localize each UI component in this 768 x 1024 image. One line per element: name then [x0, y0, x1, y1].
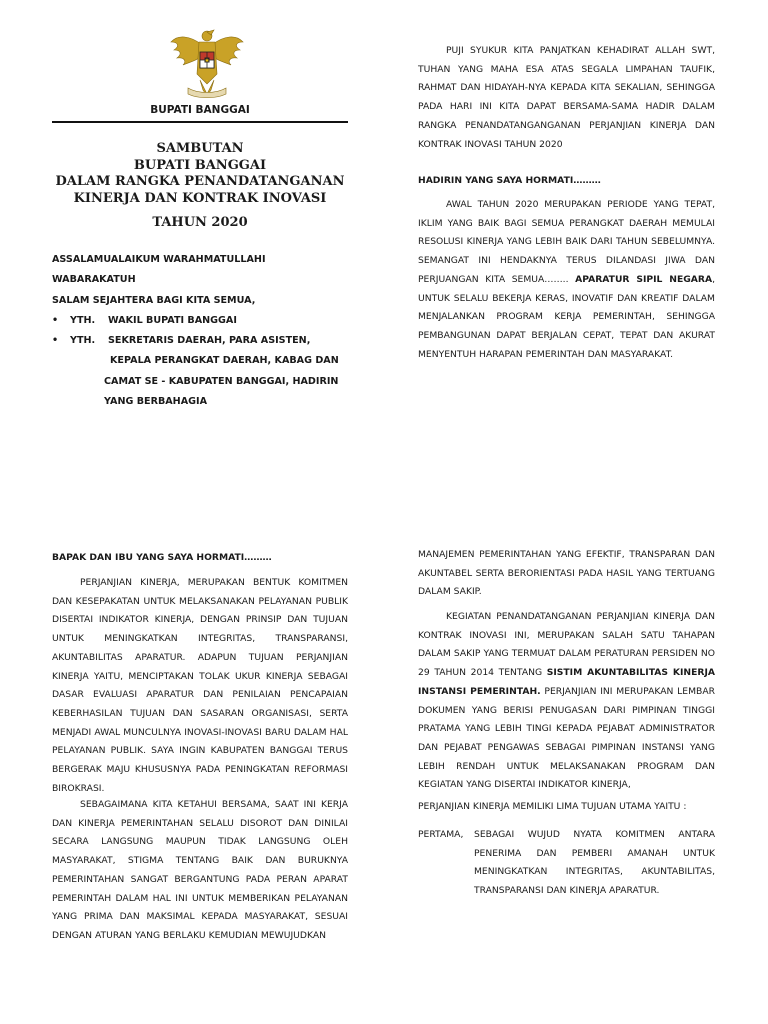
- greeting-line-1: ASSALAMUALAIKUM WARAHMATULLAHI: [52, 254, 266, 265]
- title-line-4: KINERJA DAN KONTRAK INOVASI: [73, 190, 327, 206]
- bullet-icon: •: [52, 314, 59, 326]
- yth-continuation-3: YANG BERBAHAGIA: [104, 396, 208, 408]
- greetings-block: [52, 250, 352, 412]
- garuda-emblem-icon: [168, 28, 246, 102]
- paragraph-manajemen: MANAJEMEN PEMERINTAHAN YANG EFEKTIF, TRANSPARAN DAN AKUNTABEL SERTA BERORIENTASI PADA HASIL YANG TERTUANG DALAM SAKIP.: [418, 549, 715, 598]
- title-line-1: SAMBUTAN: [156, 141, 244, 156]
- section-heading-hadirin: HADIRIN YANG SAYA HORMATI………: [418, 175, 601, 186]
- paragraph-kegiatan: [418, 608, 715, 795]
- paragraph-text: PERJANJIAN KINERJA, MERUPAKAN BENTUK KOMITMEN DAN KESEPAKATAN UNTUK MELAKSANAKAN PELAYANAN PUBLIK DISERTAI INDIKATOR KINERJA, DENGAN PRINSIP DAN TUJUAN UNTUK MENINGKATKAN INTEGRITAS, TRANSPARANSI, AKUNTABILITAS APARATUR. ADAPUN TUJUAN PERJANJIAN KINERJA YAITU, MENCIPTAKAN TOLAK UKUR KINERJA SEBAGAI DASAR EVALUASI APARATUR DAN PENILAIAN PENCAPAIAN KEBERHASILAN TUJUAN DAN SASARAN ORGANISASI, SERTA MENJADI AWAL MUNCULNYA INOVASI-INOVASI BARU DALAM HAL PELAYANAN PUBLIK. SAYA INGIN KABUPATEN BANGGAI TERUS BERGERAK MAJU KHUSUSNYA PADA PENINGKATAN REFORMASI BIROKRASI.: [52, 577, 348, 794]
- paragraph-lima-tujuan: PERJANJIAN KINERJA MEMILIKI LIMA TUJUAN UTAMA YAITU :: [418, 801, 687, 812]
- section-heading-bapak-ibu: BAPAK DAN IBU YANG SAYA HORMATI………: [52, 552, 272, 563]
- greeting-line-3: SALAM SEJAHTERA BAGI KITA SEMUA,: [52, 294, 256, 306]
- yth-continuation-1: KEPALA PERANGKAT DAERAH, KABAG DAN: [110, 355, 339, 367]
- title-line-3: DALAM RANGKA PENANDATANGANAN: [55, 174, 345, 189]
- objectives-list: [418, 826, 715, 901]
- opening-text: PUJI SYUKUR KITA PANJATKAN KEHADIRAT ALLAH SWT, TUHAN YANG MAHA ESA ATAS SEGALA LIMPAHAN TAUFIK, RAHMAT DAN HIDAYAH-NYA KEPADA KITA SEKALIAN, SEHINGGA PADA HARI INI KITA DAPAT BERSAMA-SAMA HADIR DALAM RANGKA PENANDATANGANGANAN PERJANJIAN KINERJA DAN KONTRAK INOVASI TAHUN 2020: [418, 45, 715, 150]
- title-line-2: BUPATI BANGGAI: [133, 157, 267, 173]
- paragraph-perjanjian-kinerja: [52, 574, 348, 798]
- paragraph-text: SEBAGAIMANA KITA KETAHUI BERSAMA, SAAT INI KERJA DAN KINERJA PEMERINTAHAN SELALU DISOROT DAN DINILAI SECARA LANGSUNG MAUPUN TIDAK LANGSUNG OLEH MASYARAKAT, STIGMA TENTANG BAIK DAN BURUKNYA PEMERINTAHAN SANGAT BERGANTUNG PADA PERAN APARAT PEMERINTAH DALAM HAL INI UNTUK MEMBERIKAN PELAYANAN YANG PRIMA DAN MAKSIMAL KEPADA MASYARAKAT, SESUAI DENGAN ATURAN YANG BERLAKU KEMUDIAN MEWUJUDKAN: [52, 799, 348, 941]
- yth-text: WAKIL BUPATI BANGGAI: [108, 314, 237, 326]
- list-item: [418, 826, 715, 901]
- paragraph-sebagaimana: [52, 796, 348, 946]
- paragraph-awal-tahun: [418, 196, 715, 364]
- yth-text: SEKRETARIS DAERAH, PARA ASISTEN,: [108, 335, 311, 347]
- organization-name: BUPATI BANGGAI: [150, 104, 250, 116]
- paragraph-text: , UNTUK SELALU BEKERJA KERAS, INOVATIF DAN KREATIF DALAM MENJALANKAN PROGRAM KERJA PEMERINTAH, SEHINGGA PEMBANGUNAN DAPAT BERJALAN CEPAT, TEPAT DAN AKURAT MENYENTUH HARAPAN PEMERINTAH DAN MASYARAKAT.: [418, 273, 715, 360]
- document-title: [52, 141, 348, 232]
- paragraph-text: KEGIATAN PENANDATANGANAN PERJANJIAN KINERJA DAN KONTRAK INOVASI INI, MERUPAKAN SALAH SATU TAHAPAN DALAM SAKIP YANG TERMUAT DALAM PERATURAN PERSIDEN NO 29 TAHUN 2014 TENTANG: [418, 611, 715, 679]
- greeting-yth-2: [52, 331, 352, 351]
- yth-label: YTH.: [70, 314, 96, 326]
- opening-paragraph: [418, 42, 715, 154]
- paragraph-bold-text: SISTIM AKUNTABILITAS KINERJA INSTANSI PEMERINTAH.: [418, 667, 715, 697]
- list-item-text: SEBAGAI WUJUD NYATA KOMITMEN ANTARA PENERIMA DAN PEMBERI AMANAH UNTUK MENINGKATKAN INTEGRITAS, AKUNTABILITAS, TRANSPARANSI DAN KINERJA APARATUR.: [474, 829, 715, 897]
- bullet-icon: •: [52, 335, 59, 347]
- header-divider: [52, 121, 348, 123]
- paragraph-text: PERJANJIAN INI MERUPAKAN LEMBAR DOKUMEN YANG BERISI PENUGASAN DARI PIMPINAN TINGGI PRATAMA YANG LEBIH TINGI KEPADA PEJABAT ADMINISTRATOR DAN PEJABAT PENGAWAS SEBAGAI PIMPINAN INSTANSI YANG LEBIH RENDAH UNTUK MELAKSANAKAN PROGRAM DAN KEGIATAN YANG DISERTAI INDIKATOR KINERJA,: [418, 685, 716, 791]
- paragraph-text: AWAL TAHUN 2020 MERUPAKAN PERIODE YANG TEPAT, IKLIM YANG BAIK BAGI SEMUA PERANGKAT DAERAH MEMULAI RESOLUSI KINERJA YANG LEBIH BAIK DARI TAHUN SEBELUMNYA. SEMANGAT INI HENDAKNYA TERUS DILANDASI JIWA DAN PERJUANGAN KITA SEMUA……..: [418, 199, 715, 285]
- title-year: TAHUN 2020: [152, 215, 248, 230]
- paragraph-bold-text: APARATUR SIPIL NEGARA: [575, 273, 713, 285]
- yth-continuation-2: CAMAT SE - KABUPATEN BANGGAI, HADIRIN: [104, 375, 339, 387]
- yth-label: YTH.: [70, 335, 96, 347]
- list-item-label: PERTAMA,: [418, 829, 464, 840]
- greeting-line-2: WABARAKATUH: [52, 274, 136, 286]
- greeting-yth-1: [52, 311, 352, 331]
